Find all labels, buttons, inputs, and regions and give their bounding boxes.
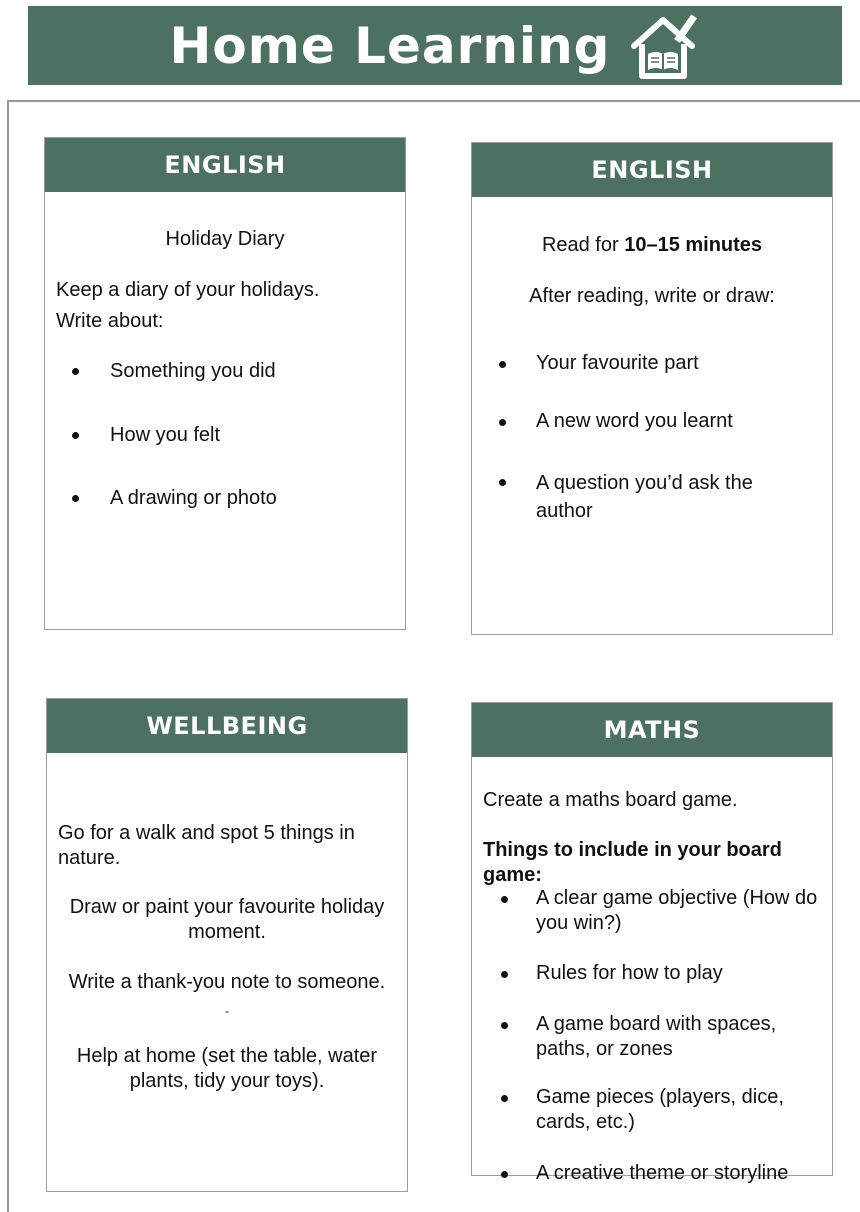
card-heading: ENGLISH <box>45 138 405 192</box>
intro-text: Create a maths board game. <box>483 789 738 811</box>
card-subtitle: Holiday Diary <box>165 228 285 250</box>
list-item: A clear game objective (How do you win?) <box>536 887 818 934</box>
house-book-icon <box>626 10 700 82</box>
list-item: A new word you learnt <box>536 410 733 432</box>
english-diary-card <box>44 137 406 630</box>
bullet-icon <box>501 1022 508 1029</box>
bullet-icon <box>72 368 79 375</box>
wellbeing-item: Go for a walk and spot 5 things in nature. <box>58 822 355 869</box>
wellbeing-item: - <box>225 1004 229 1018</box>
bullet-icon <box>501 1171 508 1178</box>
list-item: Something you did <box>110 360 276 382</box>
page-title: Home Learning <box>169 16 611 75</box>
wellbeing-item: Help at home (set the table, water plants, tidy your toys). <box>76 1045 378 1092</box>
bullet-icon <box>501 896 508 903</box>
bullet-icon <box>501 971 508 978</box>
bullet-icon <box>72 432 79 439</box>
title-banner <box>28 6 842 85</box>
bullet-icon <box>72 495 79 502</box>
card-heading: MATHS <box>472 703 832 757</box>
bullet-icon <box>499 419 506 426</box>
after-reading-text: After reading, write or draw: <box>529 285 775 307</box>
wellbeing-item: Draw or paint your favourite holiday moment. <box>69 896 385 943</box>
include-heading: Things to include in your board game: <box>483 839 782 886</box>
intro-text: Keep a diary of your holidays. <box>56 279 320 301</box>
intro-text: Write about: <box>56 310 164 332</box>
maths-card <box>471 702 833 1184</box>
list-item: A creative theme or storyline <box>536 1162 789 1184</box>
card-heading: WELLBEING <box>47 699 407 753</box>
english-reading-card <box>471 142 833 635</box>
list-item: A question you’d ask the author <box>536 472 753 522</box>
list-item: Your favourite part <box>536 352 699 374</box>
bullet-icon <box>499 479 506 486</box>
list-item: How you felt <box>110 424 221 446</box>
wellbeing-item: Write a thank-you note to someone. <box>68 971 386 993</box>
wellbeing-card <box>46 698 408 1192</box>
list-item: Game pieces (players, dice, cards, etc.) <box>536 1086 784 1133</box>
list-item: A game board with spaces, paths, or zones <box>536 1013 777 1060</box>
bullet-icon <box>501 1095 508 1102</box>
bullet-icon <box>499 361 506 368</box>
card-heading: ENGLISH <box>472 143 832 197</box>
list-item: Rules for how to play <box>536 962 723 984</box>
list-item: A drawing or photo <box>110 487 277 509</box>
read-instruction: Read for 10–15 minutes <box>541 234 763 256</box>
